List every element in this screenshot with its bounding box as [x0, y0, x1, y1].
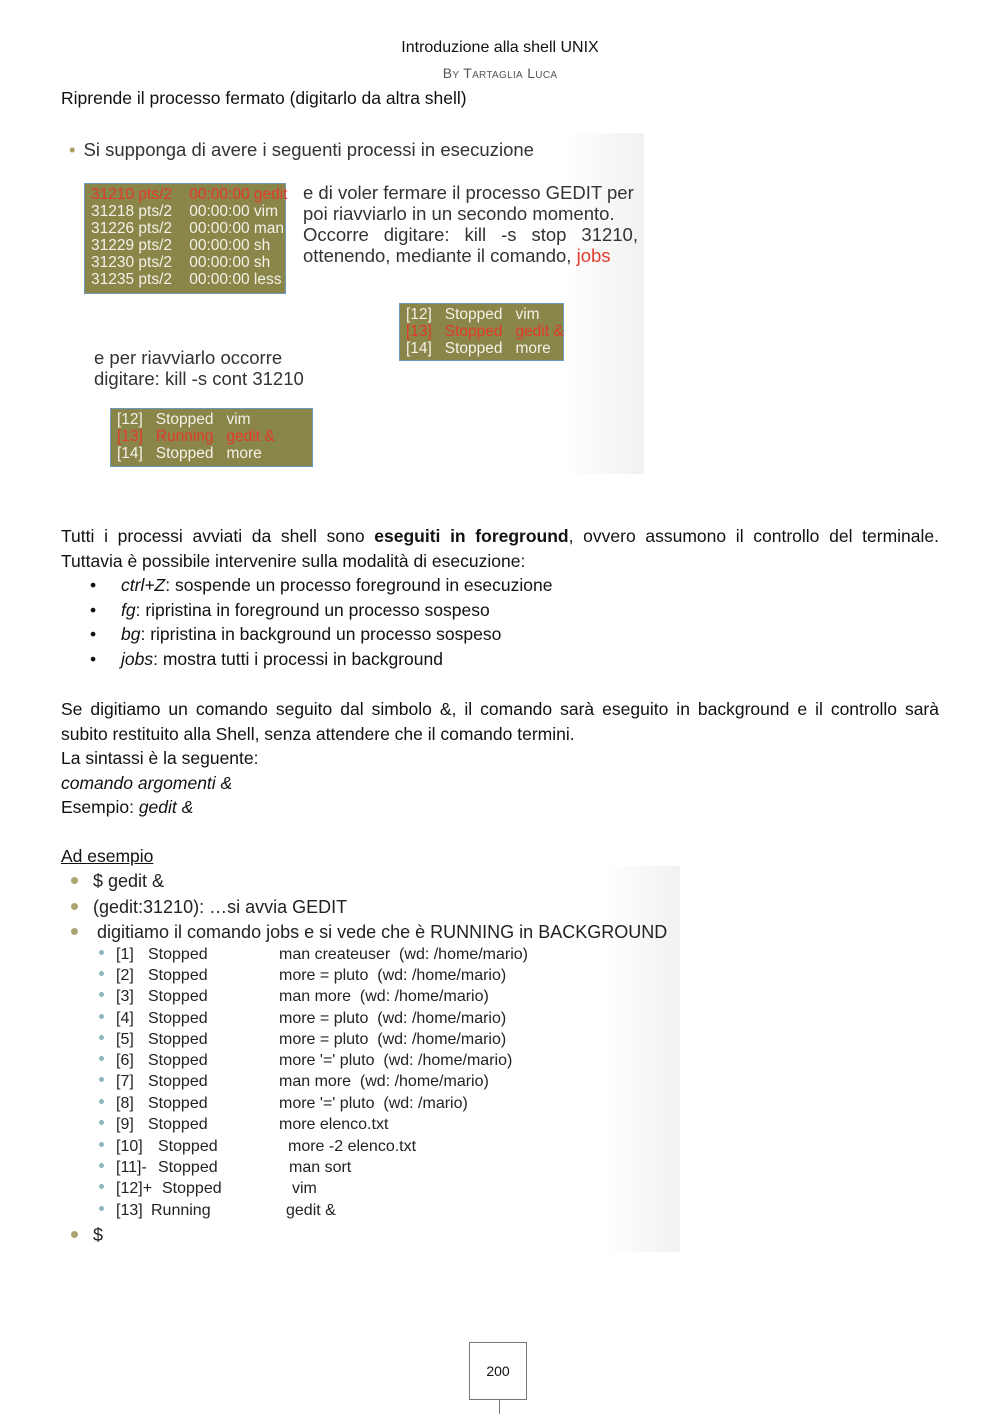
- job-row: [7] Stopped man more (wd: /home/mario): [99, 1073, 208, 1091]
- job-row: [1] Stopped man createuser (wd: /home/mario): [99, 946, 208, 964]
- job-row: [12]+ Stopped vim: [99, 1180, 222, 1198]
- job-row: [11]- Stopped man sort: [99, 1159, 218, 1177]
- document-author: By Tartaglia Luca: [442, 65, 558, 81]
- process-table: [84, 183, 286, 294]
- job-row: [12] Stopped vim: [117, 411, 251, 428]
- job-row: [3] Stopped man more (wd: /home/mario): [99, 988, 208, 1006]
- slide-stop-resume: [61, 133, 644, 474]
- process-row: 31230 pts/2 00:00:00 sh: [91, 254, 271, 271]
- job-row: [6] Stopped more '=' pluto (wd: /home/mario): [99, 1052, 208, 1070]
- slide-jobs-example: [61, 866, 680, 1252]
- job-row: [14] Stopped more: [117, 445, 262, 462]
- job-row: [2] Stopped more = pluto (wd: /home/mario): [99, 967, 208, 985]
- slide1-bullet: • Si supponga di avere i seguenti processi in esecuzione: [69, 139, 534, 160]
- list-item: • fg: ripristina in foreground un processo sospeso: [61, 598, 552, 623]
- job-row: [12] Stopped vim: [406, 306, 540, 323]
- job-row: [9] Stopped more elenco.txt: [99, 1116, 208, 1134]
- page-number-tick: [499, 1400, 500, 1414]
- slide2-line: $ gedit &: [71, 871, 164, 892]
- job-row: [4] Stopped more = pluto (wd: /home/mario): [99, 1010, 208, 1028]
- foreground-paragraph: Tutti i processi avviati da shell sono eseguiti in foreground, ovvero assumono il controllo del terminale. Tuttavia è possibile intervenire sulla modalità di esecuzione:: [61, 526, 939, 571]
- process-row: 31218 pts/2 00:00:00 vim: [91, 203, 278, 220]
- example-heading: Ad esempio: [61, 846, 154, 866]
- job-row: [13] Stopped gedit &: [406, 323, 564, 340]
- slide1-resume-text: e per riavviarlo occorre digitare: kill -s cont 31210: [94, 347, 304, 389]
- list-item: • ctrl+Z: sospende un processo foreground in esecuzione: [61, 573, 552, 598]
- page-number: 200: [469, 1342, 527, 1400]
- slide1-explanation: e di voler fermare il processo GEDIT per poi riavviarlo in un secondo momento. Occorre digitare: kill -s stop 31210, ottenendo, mediante il comando, jobs: [303, 182, 638, 266]
- job-control-list: [61, 573, 552, 671]
- process-row: 31235 pts/2 00:00:00 less: [91, 271, 282, 288]
- job-row: [8] Stopped more '=' pluto (wd: /mario): [99, 1095, 208, 1113]
- slide2-line: (gedit:31210): …si avvia GEDIT: [71, 897, 347, 918]
- job-row: [13] Running gedit &: [99, 1202, 211, 1220]
- document-title: Introduzione alla shell UNIX: [401, 39, 599, 56]
- shell-prompt: $: [71, 1225, 103, 1246]
- process-row: 31226 pts/2 00:00:00 man: [91, 220, 285, 237]
- jobs-stopped-box: [399, 303, 564, 361]
- list-item: • jobs: mostra tutti i processi in background: [61, 647, 552, 672]
- slide2-line: digitiamo il comando jobs e si vede che è RUNNING in BACKGROUND: [71, 922, 667, 943]
- background-paragraph: Se digitiamo un comando seguito dal simbolo &, il comando sarà eseguito in background e il controllo sarà subito restituito alla Shell, senza attendere che il comando termini. La sintassi è la seguente: comando argomenti & Esempio: gedit &: [61, 699, 939, 817]
- intro-line: Riprende il processo fermato (digitarlo da altra shell): [61, 88, 467, 108]
- job-row: [13] Running gedit &: [117, 428, 275, 445]
- list-item: • bg: ripristina in background un processo sospeso: [61, 622, 552, 647]
- jobs-running-box: [110, 408, 313, 467]
- job-row: [5] Stopped more = pluto (wd: /home/mario): [99, 1031, 208, 1049]
- job-row: [14] Stopped more: [406, 340, 551, 357]
- process-row: 31229 pts/2 00:00:00 sh: [91, 237, 271, 254]
- process-row: 31210 pts/2 00:00:00 gedit: [91, 186, 288, 203]
- job-row: [10] Stopped more -2 elenco.txt: [99, 1138, 218, 1156]
